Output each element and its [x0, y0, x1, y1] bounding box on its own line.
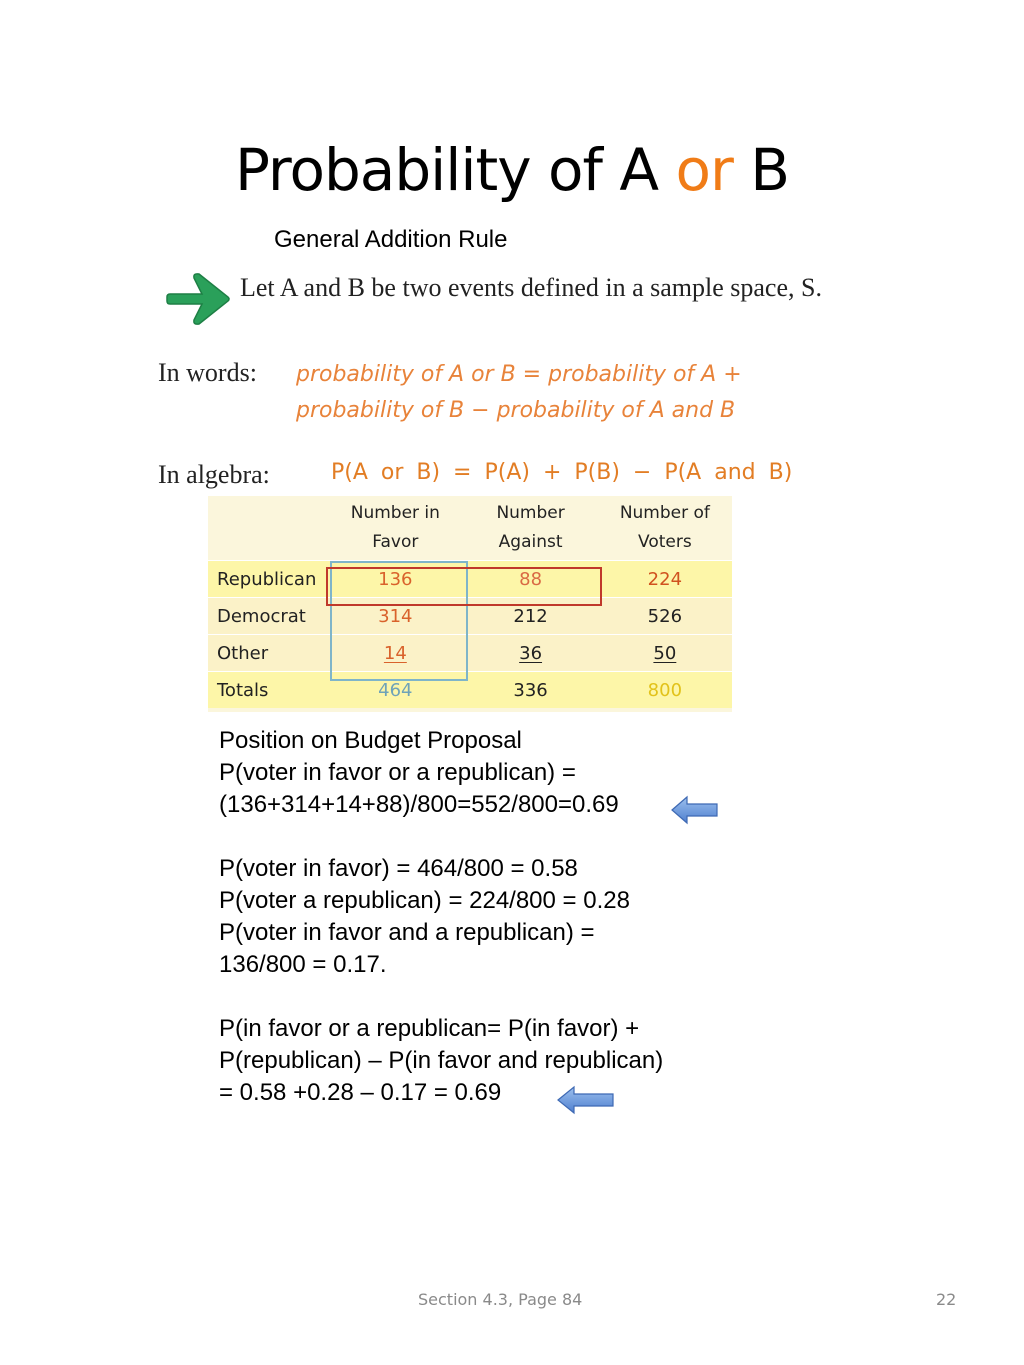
calc-line: 136/800 = 0.17. [219, 951, 387, 978]
calculation-text [219, 725, 739, 1109]
title-part-1: Probability of A [234, 136, 659, 204]
cell-voters: 50 [598, 635, 732, 672]
row-label: Republican [208, 561, 327, 598]
algebra-formula: P(A or B) = P(A) + P(B) − P(A and B) [331, 460, 793, 485]
words-label: In words: [158, 358, 257, 387]
title-or: or [675, 136, 733, 204]
cell-against: 212 [463, 598, 597, 635]
calc-line: P(voter in favor or a republican) = [219, 759, 576, 786]
calc-line: P(voter a republican) = 224/800 = 0.28 [219, 887, 630, 914]
words-line-1: probability of A or B = probability of A + [296, 362, 742, 387]
calc-blank [219, 821, 739, 853]
header-number-against: Number Against [496, 503, 565, 552]
cell-voters: 224 [598, 561, 732, 598]
cell-against: 36 [463, 635, 597, 672]
header-empty [208, 496, 327, 561]
cell-favor: 464 [327, 672, 463, 709]
cell-favor: 314 [327, 598, 463, 635]
calc-line: P(in favor or a republican= P(in favor) + [219, 1015, 640, 1042]
title-part-2: B [750, 136, 790, 204]
row-label: Totals [208, 672, 327, 709]
cell-voters: 526 [598, 598, 732, 635]
words-line-2: probability of B − probability of A and B [296, 398, 736, 423]
algebra-label: In algebra: [158, 460, 270, 489]
calc-line: P(voter in favor and a republican) = [219, 919, 595, 946]
calc-blank [219, 981, 739, 1013]
blue-left-arrow-icon [670, 794, 720, 826]
green-arrow-icon [166, 270, 232, 328]
cell-against: 88 [463, 561, 597, 598]
cell-against: 336 [463, 672, 597, 709]
calc-line: (136+314+14+88)/800=552/800=0.69 [219, 791, 619, 818]
calc-line: Position on Budget Proposal [219, 727, 522, 754]
cell-favor: 14 [327, 635, 463, 672]
header-number-in-favor: Number in Favor [350, 503, 440, 552]
header-number-of-voters: Number of Voters [619, 503, 710, 552]
words-formula [296, 357, 816, 429]
cell-favor: 136 [327, 561, 463, 598]
voter-table [208, 496, 732, 712]
slide-subtitle: General Addition Rule [274, 226, 508, 253]
footer-reference: Section 4.3, Page 84 [418, 1290, 583, 1309]
page-number: 22 [936, 1290, 957, 1309]
slide-title [0, 132, 1024, 208]
row-label: Democrat [208, 598, 327, 635]
table-row [208, 635, 732, 672]
republican-row-highlight-box [326, 567, 602, 606]
table-row [208, 672, 732, 709]
calc-line: P(voter in favor) = 464/800 = 0.58 [219, 855, 578, 882]
cell-voters: 800 [598, 672, 732, 709]
calc-line: = 0.58 +0.28 – 0.17 = 0.69 [219, 1079, 502, 1106]
blue-left-arrow-icon [556, 1084, 616, 1116]
definition-text: Let A and B be two events defined in a sample space, S. [240, 273, 822, 302]
row-label: Other [208, 635, 327, 672]
calc-line: P(republican) – P(in favor and republican) [219, 1047, 664, 1074]
